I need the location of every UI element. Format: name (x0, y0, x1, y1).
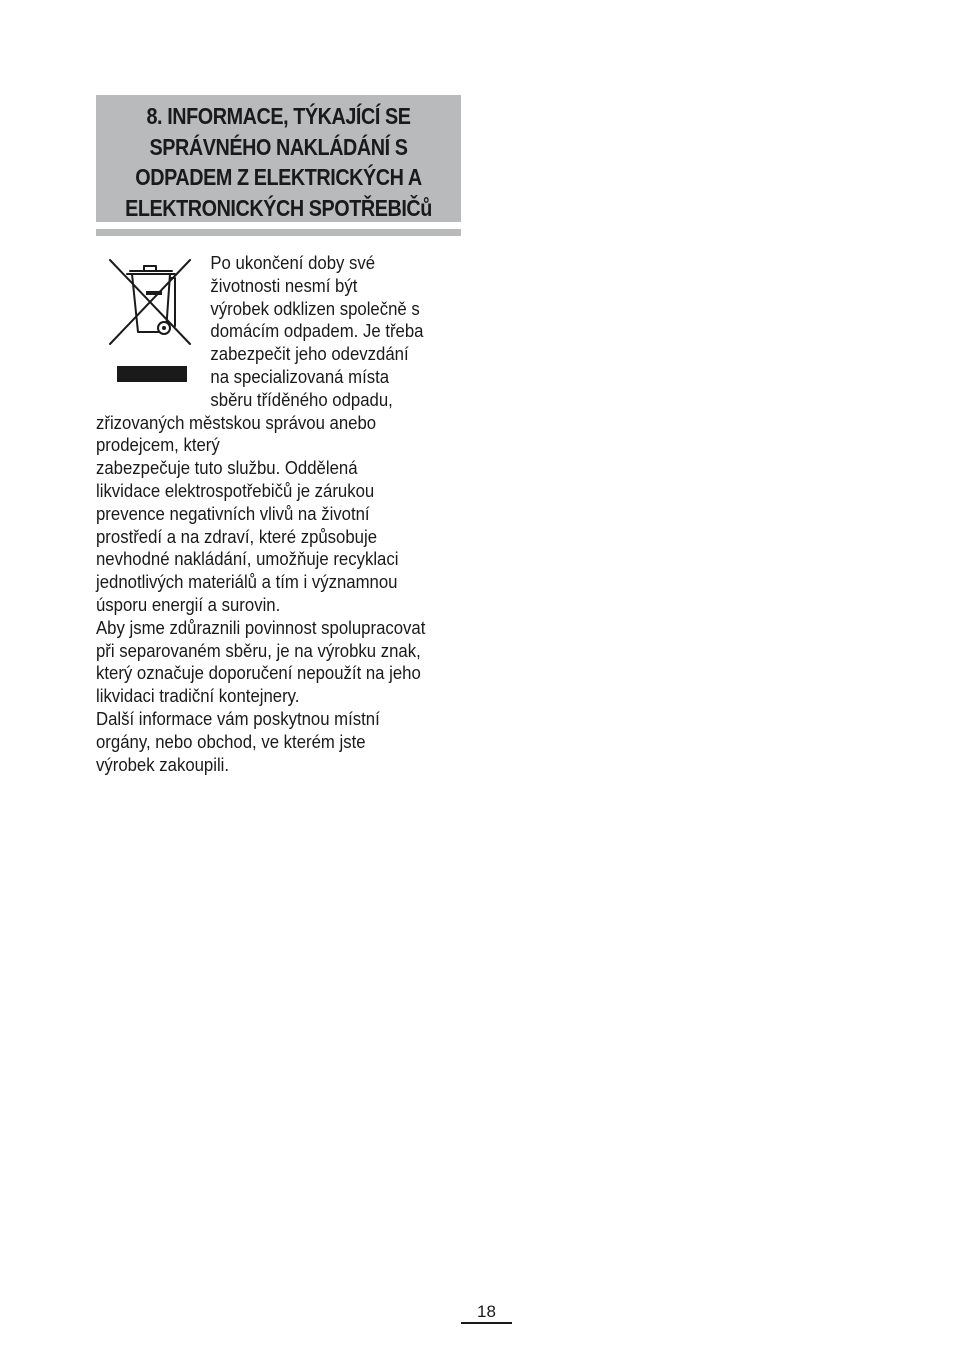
body-line: likvidace elektrospotřebičů je zárukou (96, 480, 375, 501)
body-line: prostředí a na zdraví, které způsobuje (96, 526, 378, 547)
body-line: prodejcem, který (96, 435, 220, 456)
body-line: prevence negativních vlivů na životní (96, 503, 370, 524)
body-line: domácím odpadem. Je třeba (210, 321, 424, 342)
body-line: Po ukončení doby své (210, 253, 376, 273)
body-line: Další informace vám poskytnou místní (96, 708, 380, 729)
body-line: Aby jsme zdůraznili povinnost spolupracovat (96, 617, 426, 638)
body-line: likvidaci tradiční kontejnery. (96, 686, 300, 707)
body-line: na specializovaná místa (210, 366, 390, 387)
body-line: zabezpečuje tuto službu. Oddělená (96, 458, 358, 479)
page-number: 18 (477, 1302, 496, 1321)
section-heading (96, 95, 461, 222)
disposal-information-text (96, 252, 466, 776)
section-title-line-2: SPRÁVNÉHO NAKLÁDÁNÍ S (149, 133, 408, 160)
section-divider (96, 229, 461, 236)
body-line: životnosti nesmí být (210, 275, 358, 296)
body-line: sběru tříděného odpadu, (210, 389, 393, 410)
body-line: jednotlivých materiálů a tím i významnou (96, 572, 398, 593)
body-line: který označuje doporučení nepoužít na jeho (96, 663, 421, 684)
section-title-line-1: 8. INFORMACE, TÝKAJÍCÍ SE (146, 103, 411, 129)
body-line: nevhodné nakládání, umožňuje recyklaci (96, 549, 399, 570)
body-line: orgány, nebo obchod, ve kterém jste (96, 731, 366, 752)
body-line: úsporu energií a surovin. (96, 594, 281, 615)
section-title-line-3: ODPADEM Z ELEKTRICKÝCH A (135, 164, 422, 190)
body-line: zřizovaných městskou správou anebo (96, 412, 377, 433)
body-line: výrobek zakoupili. (96, 754, 230, 775)
body-line: výrobek odklizen společně s (210, 298, 420, 319)
page-number-underline (461, 1322, 512, 1324)
body-line: při separovaném sběru, je na výrobku znak, (96, 640, 421, 661)
section-title-line-4: ELEKTRONICKÝCH SPOTŘEBIČů (125, 194, 432, 221)
body-line: zabezpečit jeho odevzdání (210, 344, 409, 365)
